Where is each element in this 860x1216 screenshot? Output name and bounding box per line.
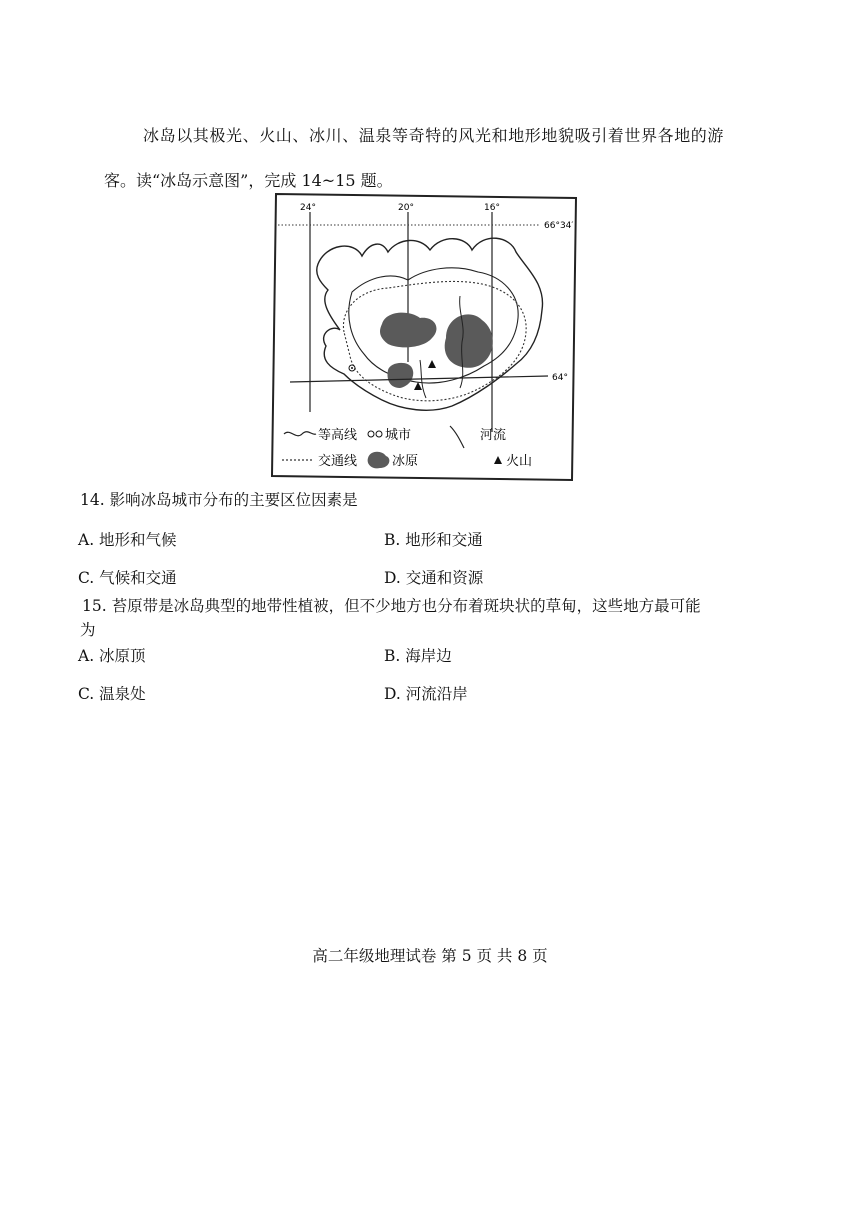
option-14b: B. 地形和交通	[384, 531, 483, 549]
legend-city-icon	[376, 431, 382, 437]
question-14-stem: 14. 影响冰岛城市分布的主要区位因素是	[80, 491, 358, 509]
volcano-icon	[414, 382, 422, 390]
option-14d: D. 交通和资源	[384, 569, 484, 587]
icefield-east	[445, 314, 493, 367]
option-15b: B. 海岸边	[384, 647, 452, 665]
legend-icefield-icon	[368, 452, 390, 469]
lon-label-16: 16°	[484, 203, 500, 213]
intro-line-1: 冰岛以其极光、火山、冰川、温泉等奇特的风光和地形地貌吸引着世界各地的游	[143, 126, 725, 145]
question-15-stem: 15. 苔原带是冰岛典型的地带性植被，但不少地方也分布着斑块状的草甸，这些地方最可能	[82, 597, 701, 615]
question-15-stem-cont: 为	[80, 621, 96, 639]
legend-contour-icon	[284, 432, 316, 436]
option-15a: A. 冰原顶	[78, 647, 146, 665]
legend-volcano-label: 火山	[506, 454, 533, 469]
option-14c: C. 气候和交通	[78, 569, 177, 587]
legend-volcano-icon	[494, 456, 502, 464]
city-icon	[351, 367, 353, 369]
legend-contour-label: 等高线	[318, 428, 358, 443]
legend-city-icon	[368, 431, 374, 437]
option-15d: D. 河流沿岸	[384, 685, 468, 703]
legend-river-label: 河流	[480, 428, 507, 443]
parallel-64	[290, 376, 548, 382]
legend-icefield-label: 冰原	[392, 454, 419, 469]
intro-line-2: 客。读“冰岛示意图”，完成 14~15 题。	[104, 171, 393, 190]
icefield-west	[380, 313, 436, 348]
map-legend	[282, 426, 532, 469]
lon-label-20: 20°	[398, 203, 414, 213]
icefield-south	[388, 363, 414, 388]
legend-river-icon	[450, 426, 464, 448]
lat-label-64: 64°	[552, 373, 568, 383]
legend-city-label: 城市	[385, 428, 412, 443]
lat-label-arctic: 66°34′	[544, 221, 574, 231]
option-14a: A. 地形和气候	[78, 531, 177, 549]
volcano-icon	[428, 360, 436, 368]
page-footer: 高二年级地理试卷 第 5 页 共 8 页	[312, 947, 548, 965]
iceland-map	[270, 192, 578, 482]
legend-transport-label: 交通线	[318, 454, 358, 469]
lon-label-24: 24°	[300, 203, 316, 213]
option-15c: C. 温泉处	[78, 685, 146, 703]
